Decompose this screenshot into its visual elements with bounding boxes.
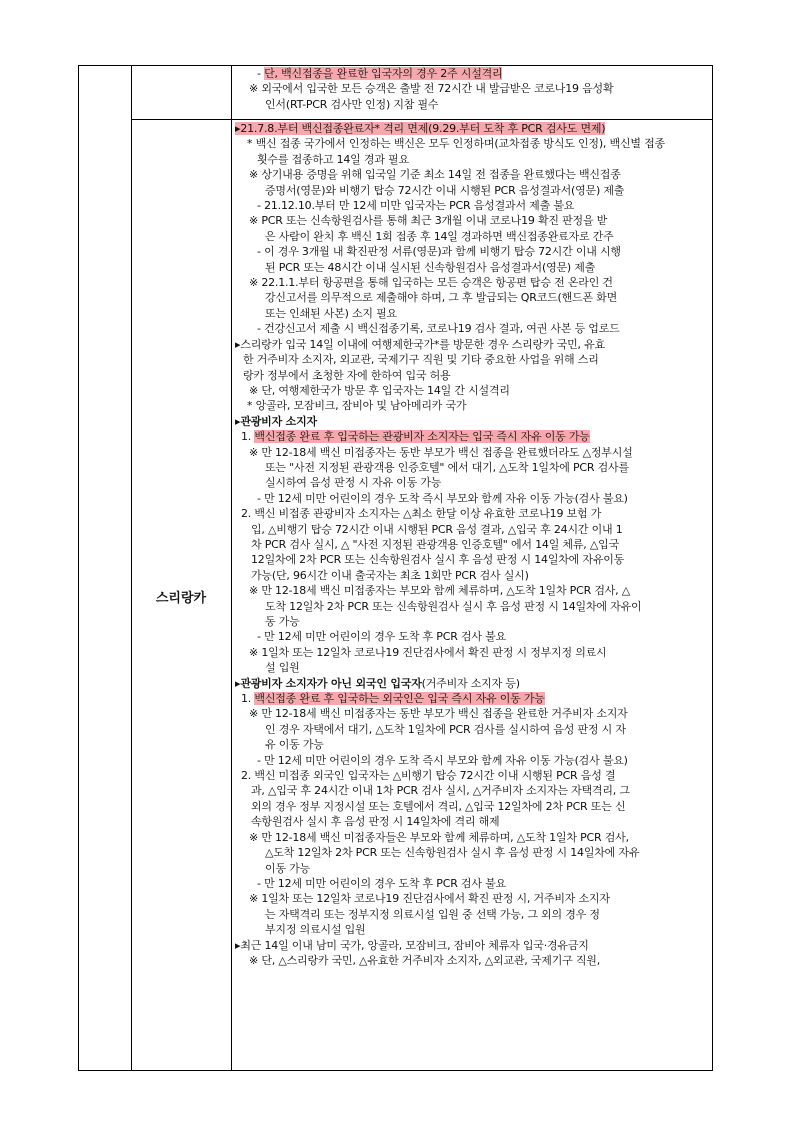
text-line: [235, 583, 707, 598]
text-line: [235, 645, 707, 660]
line-text: - 21.12.10.부터 만 12세 미만 입국자는 PCR 음성결과서 제출 불요: [257, 199, 575, 213]
line-text: 유 이동 가능: [265, 738, 324, 752]
text-line: [235, 306, 707, 321]
line-text: 강신고서를 의무적으로 제출해야 하며, 그 후 발급되는 QR코드(핸드폰 화면: [265, 291, 618, 305]
sri-lanka-entry-rules: [231, 121, 712, 968]
line-text: ※ 만 12-18세 백신 미접종자들은 부모와 함께 체류하며, △도착 1일차 PCR 검사,: [249, 830, 629, 844]
text-line: [235, 152, 707, 167]
highlighted-text: 백신접종 완료 후 입국하는 외국인은 입국 즉시 자유 이동 가능: [254, 692, 545, 706]
line-text: 는 자택격리 또는 정부지정 의료시설 입원 중 선택 가능, 그 외의 경우 정: [265, 907, 600, 921]
text-line: [235, 491, 707, 506]
line-text: 입, △비행기 탑승 72시간 이내 시행된 PCR 음성 결과, △입국 후 24시간 이내 1: [251, 522, 623, 536]
line-text: 외의 경우 정부 지정시설 또는 호텔에서 격리, △입국 12일차에 2차 PCR 또는 신: [251, 799, 626, 813]
line-text: ※ 22.1.1.부터 항공편을 통해 입국하는 모든 승객은 항공편 탑승 전 온라인 건: [249, 276, 613, 290]
line-text: 1.: [241, 692, 255, 706]
line-text: - 만 12세 미만 어린이의 경우 도착 후 PCR 검사 불요: [257, 876, 506, 890]
line-text: ※ 1일차 또는 12일차 코로나19 진단검사에서 확진 판정 시 정부지정 의료시: [249, 645, 607, 659]
line-text: ※ PCR 또는 신속항원검사를 통해 최근 3개월 이내 코로나19 확진 판정을 받: [249, 214, 608, 228]
line-text: - 만 12세 미만 어린이의 경우 도착 즉시 부모와 함께 자유 이동 가능(검사 불요): [257, 491, 628, 505]
line-text: - 만 12세 미만 어린이의 경우 도착 후 PCR 검사 불요: [257, 630, 506, 644]
text-line: [235, 830, 707, 845]
line-text: 12일차에 2차 PCR 또는 신속항원검사 실시 후 음성 판정 시 14일차에 자유이동: [251, 553, 625, 567]
line-text: 동 가능: [265, 615, 300, 628]
text-line: [235, 136, 707, 151]
text-line: [235, 81, 707, 96]
line-text: 도착 12일차 2차 PCR 또는 신속항원검사 실시 후 음성 판정 시 14일차에 자유이: [265, 599, 642, 613]
line-text: - 이 경우 3개월 내 확진판정 서류(영문)과 함께 비행기 탑승 72시간 이내 시행: [257, 245, 621, 259]
line-text: ※ 만 12-18세 백신 미접종자는 부모와 함께 체류하며, △도착 1일차 PCR 검사, △: [249, 584, 631, 598]
text-line: [235, 445, 707, 460]
line-text: 2. 백신 비접종 관광비자 소지자는 △최소 한달 이상 유효한 코로나19 보험 가: [241, 507, 602, 521]
text-line: [235, 290, 707, 305]
text-line: [235, 167, 707, 182]
text-line: [235, 398, 707, 413]
line-text: 한 거주비자 소지자, 외교관, 국제기구 직원 및 기타 중요한 사업을 위해 스리: [243, 353, 599, 367]
line-text: ※ 만 12-18세 백신 미접종자는 동반 부모가 백신 접종을 완료했더라도 △정부시설: [249, 445, 633, 459]
text-line: [235, 722, 707, 737]
text-line: [235, 506, 707, 521]
text-line: [235, 414, 707, 429]
line-text: ※ 만 12-18세 백신 미접종자는 동반 부모가 백신 접종을 완료한 거주비자 소지자: [249, 707, 628, 721]
text-line: [235, 629, 707, 644]
country-name: 스리랑카: [155, 591, 207, 606]
text-line: [235, 198, 707, 213]
line-text: * 백신 접종 국가에서 인정하는 백신은 모두 인정하며(교차접종 방식도 인정), 백신별 접종: [247, 137, 665, 151]
line-text: -: [257, 67, 265, 80]
column-divider: [131, 66, 132, 1070]
line-text: ※ 상기내용 증명을 위해 입국일 기준 최소 14일 전 접종을 완료했다는 백신접종: [249, 168, 621, 182]
line-text: 은 사람이 완치 후 백신 1회 접종 후 14일 경과하면 백신접종완료자로 간주: [265, 229, 614, 243]
line-text: 과, △입국 후 24시간 이내 1차 PCR 검사 실시, △거주비자 소지자는 자택격리, 그: [251, 784, 630, 798]
line-text: ▸스리랑카 입국 14일 이내에 여행제한국가*를 방문한 경우 스리랑카 국민, 유효: [235, 337, 605, 351]
line-text: ※ 1일차 또는 12일차 코로나19 진단검사에서 확진 판정 시, 거주비자 소지자: [249, 892, 610, 906]
line-text: ※ 단, △스리랑카 국민, △유효한 거주비자 소지자, △외교관, 국제기구 직원,: [249, 953, 601, 967]
line-text: ※ 단, 여행제한국가 방문 후 입국자는 14일 간 시설격리: [249, 383, 510, 397]
line-text: (거주비자 소지자 등): [421, 676, 520, 690]
text-line: [235, 768, 707, 783]
line-text: 설 입원: [265, 661, 300, 675]
text-line: [235, 552, 707, 567]
highlighted-text: 백신접종 완료 후 입국하는 관광비자 소지자는 입국 즉시 자유 이동 가능: [254, 430, 590, 444]
text-line: [235, 922, 707, 937]
line-text: 또는 인쇄된 사본) 소지 필요: [265, 306, 397, 320]
line-text: - 건강신고서 제출 시 백신접종기록, 코로나19 검사 결과, 여권 사본 등 업로드: [257, 322, 620, 336]
text-line: [235, 337, 707, 352]
text-line: [235, 737, 707, 752]
text-line: [235, 953, 707, 968]
line-text: 인서(RT-PCR 검사만 인정) 지참 필수: [265, 97, 439, 111]
line-text: 부지정 의료시설 입원: [265, 923, 366, 937]
section-heading: ▸관광비자 소지자: [235, 414, 317, 428]
text-line: [235, 599, 707, 614]
text-line: [235, 368, 707, 383]
line-text: 횟수를 접종하고 14일 경과 필요: [257, 152, 409, 166]
line-text: 인 경우 자택에서 대기, △도착 1일차에 PCR 검사를 실시하여 음성 판정 시 자: [265, 722, 626, 736]
text-line: [235, 814, 707, 829]
text-line: [235, 383, 707, 398]
line-text: △도착 12일차 2차 PCR 또는 신속항원검사 실시 후 음성 판정 시 14일차에 자유: [265, 846, 640, 860]
text-line: [235, 876, 707, 891]
highlighted-text: ▸21.7.8.부터 백신접종완료자* 격리 면제(9.29.부터 도착 후 PCR 검사도 면제): [235, 122, 606, 135]
line-text: 실시하여 음성 판정 시 자유 이동 가능: [265, 476, 442, 490]
line-text: 속항원검사 실시 후 음성 판정 시 14일차에 격리 해제: [251, 815, 500, 829]
text-line: [235, 938, 707, 953]
text-line: [235, 244, 707, 259]
line-text: - 만 12세 미만 어린이의 경우 도착 즉시 부모와 함께 자유 이동 가능(검사 불요): [257, 753, 628, 767]
text-line: [235, 691, 707, 706]
section-heading: ▸관광비자 소지자가 아닌 외국인 입국자: [235, 676, 422, 690]
line-text: ▸최근 14일 이내 남미 국가, 앙골라, 모잠비크, 잠비아 체류자 입국·경유금지: [235, 938, 589, 952]
text-line: [235, 66, 707, 81]
text-line: [235, 676, 707, 691]
line-text: 가능(단, 96시간 이내 출국자는 최초 1회만 PCR 검사 실시): [251, 568, 529, 582]
text-line: [235, 229, 707, 244]
text-line: [235, 537, 707, 552]
previous-country-cell: [231, 66, 712, 112]
line-text: ※ 외국에서 입국한 모든 승객은 출발 전 72시간 내 발급받은 코로나19 음성확: [249, 82, 614, 96]
line-text: 랑카 정부에서 초청한 자에 한하여 입국 허용: [243, 368, 451, 382]
text-line: [235, 660, 707, 675]
highlighted-text: 단, 백신접종을 완료한 입국자의 경우 2주 시설격리: [264, 67, 503, 80]
text-line: [235, 460, 707, 475]
policy-table: [78, 65, 713, 1071]
line-text: 또는 "사전 지정된 관광객용 인증호텔" 에서 대기, △도착 1일차에 PCR 검사를: [265, 460, 629, 474]
line-text: 이동 가능: [265, 861, 311, 875]
text-line: [235, 706, 707, 721]
line-text: 차 PCR 검사 실시, △ "사전 지정된 관광객용 인증호텔" 에서 14일 체류, △입국: [251, 537, 619, 551]
text-line: [235, 799, 707, 814]
text-line: [235, 97, 707, 112]
text-line: [235, 614, 707, 629]
text-line: [235, 213, 707, 228]
text-line: [235, 321, 707, 336]
line-text: 1.: [241, 430, 255, 444]
text-line: [235, 783, 707, 798]
text-line: [235, 429, 707, 444]
text-line: [235, 352, 707, 367]
text-line: [235, 475, 707, 490]
line-text: 2. 백신 미접종 외국인 입국자는 △비행기 탑승 72시간 이내 시행된 PCR 음성 결: [241, 769, 616, 783]
text-line: [235, 891, 707, 906]
text-line: [235, 121, 707, 136]
text-line: [235, 861, 707, 876]
text-line: [235, 183, 707, 198]
row-divider: [131, 119, 712, 120]
text-line: [235, 568, 707, 583]
text-line: [235, 522, 707, 537]
line-text: 된 PCR 또는 48시간 이내 실시된 신속항원검사 음성결과서(영문) 제출: [265, 260, 596, 274]
line-text: 증명서(영문)와 비행기 탑승 72시간 이내 시행된 PCR 음성결과서(영문) 제출: [265, 183, 625, 197]
line-text: * 앙골라, 모잠비크, 잠비아 및 남아메리카 국가: [247, 399, 467, 413]
text-line: [235, 907, 707, 922]
text-line: [235, 753, 707, 768]
text-line: [235, 260, 707, 275]
text-line: [235, 275, 707, 290]
text-line: [235, 845, 707, 860]
